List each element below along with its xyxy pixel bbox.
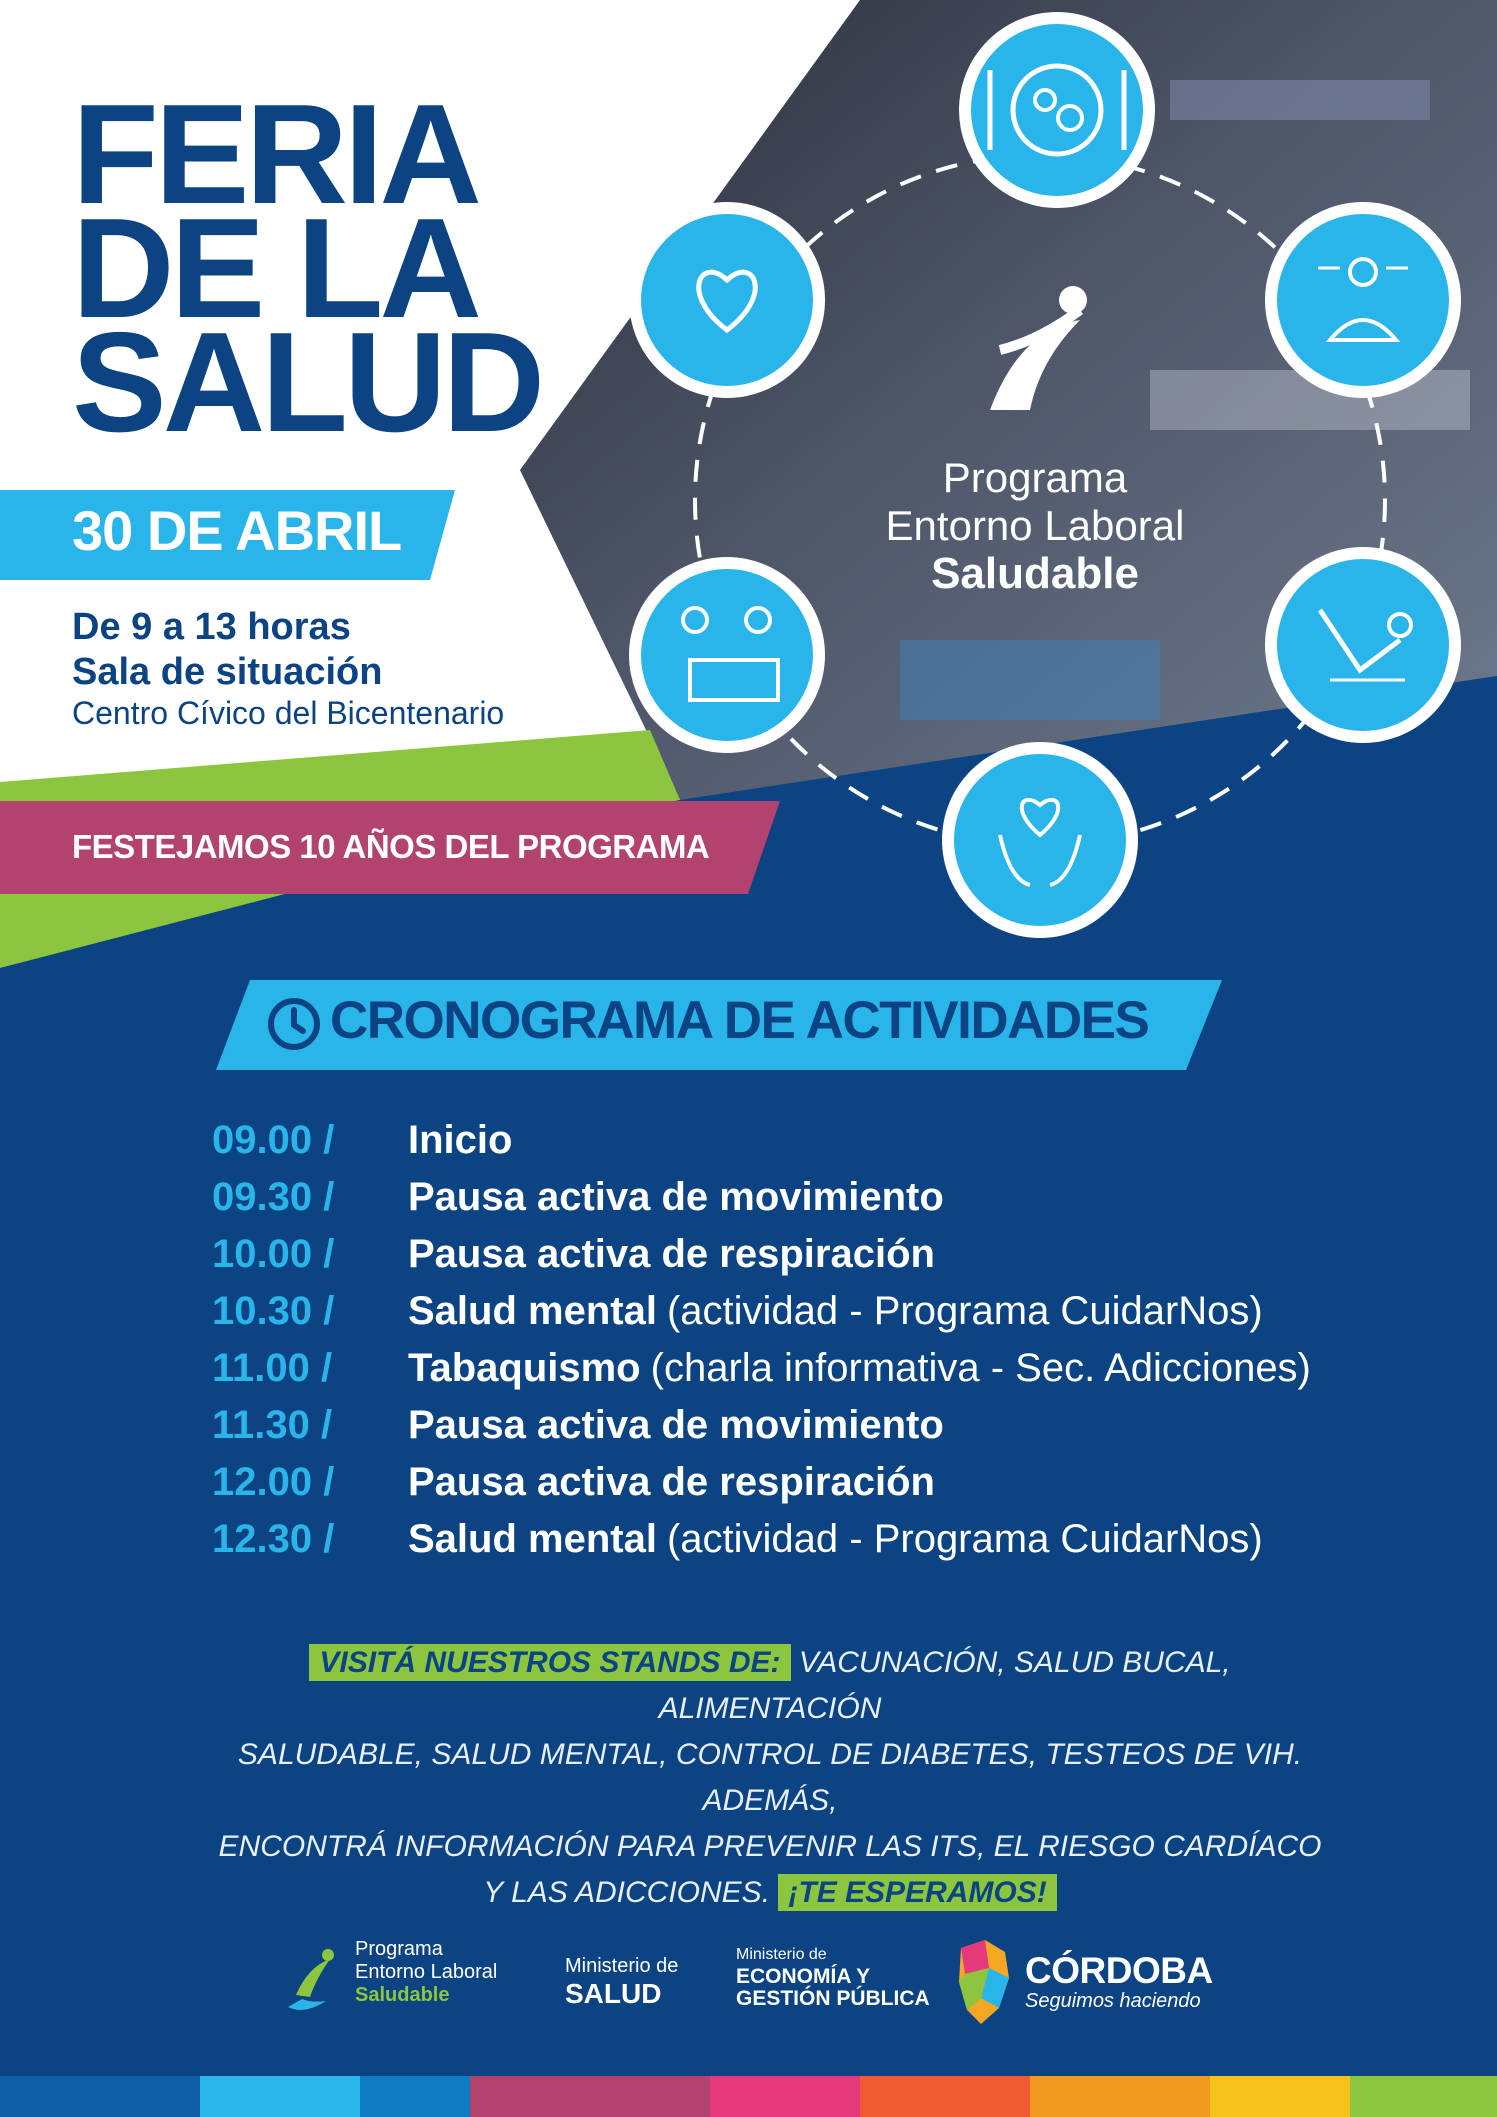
clock-icon — [265, 995, 323, 1053]
schedule-note: (actividad - Programa CuidarNos) — [666, 1517, 1263, 1561]
color-stripe — [1210, 2076, 1350, 2117]
schedule-activity: Pausa activa de respiración — [408, 1460, 935, 1504]
stands-closing: ¡TE ESPERAMOS! — [778, 1874, 1056, 1911]
celebration-text: FESTEJAMOS 10 AÑOS DEL PROGRAMA — [72, 828, 710, 865]
schedule-time: 09.00 / — [212, 1118, 335, 1162]
schedule-time: 10.00 / — [212, 1232, 335, 1276]
color-stripe — [0, 2076, 200, 2117]
schedule-note: (charla informativa - Sec. Adicciones) — [650, 1346, 1311, 1390]
schedule-row — [212, 1169, 1452, 1226]
doctor-consultation-icon — [629, 557, 825, 753]
schedule-time: 09.30 / — [212, 1175, 335, 1219]
ministry-health-line-1: Ministerio de — [565, 1955, 679, 1977]
cordoba-name: CÓRDOBA — [1025, 1950, 1213, 1991]
color-stripe — [470, 2076, 710, 2117]
schedule-activity: Salud mental — [408, 1289, 657, 1333]
heart-hand-icon — [629, 202, 825, 398]
program-line-1: Programa — [942, 454, 1128, 501]
schedule-activity: Pausa activa de respiración — [408, 1232, 935, 1276]
cordoba-slogan: Seguimos haciendo — [1025, 1990, 1201, 2012]
stands-line-2: SALUDABLE, SALUD MENTAL, CONTROL DE DIABETES, TESTEOS DE VIH. ADEMÁS, — [237, 1738, 1303, 1817]
title-line-3: SALUD — [72, 303, 542, 462]
care-hands-heart-icon — [942, 742, 1138, 938]
schedule-time: 11.00 / — [212, 1346, 333, 1390]
footer-ministry-health — [565, 1955, 678, 2010]
footer-program — [355, 1938, 497, 2007]
stands-line-3: ENCONTRÁ INFORMACIÓN PARA PREVENIR LAS ITS, EL RIESGO CARDÍACO — [218, 1830, 1322, 1863]
color-stripe — [200, 2076, 360, 2117]
schedule-list — [212, 1112, 1452, 1568]
stands-line-1: VACUNACIÓN, SALUD BUCAL, ALIMENTACIÓN — [658, 1646, 1231, 1725]
footer-program-line-3: Saludable — [355, 1984, 450, 2006]
schedule-activity: Pausa activa de movimiento — [408, 1403, 944, 1447]
yoga-stretch-icon — [1265, 547, 1461, 743]
schedule-activity: Inicio — [408, 1118, 513, 1162]
schedule-row — [212, 1397, 1452, 1454]
color-stripe — [1350, 2076, 1497, 2117]
event-date: 30 DE ABRIL — [72, 499, 402, 562]
cordoba-map-logo-icon — [955, 1938, 1013, 2026]
schedule-row — [212, 1226, 1452, 1283]
schedule-row — [212, 1283, 1452, 1340]
title-line-1: FERIA — [72, 75, 478, 234]
color-stripe — [710, 2076, 860, 2117]
nutrition-plate-icon — [959, 12, 1155, 208]
schedule-activity: Tabaquismo — [408, 1346, 641, 1390]
schedule-note: (actividad - Programa CuidarNos) — [666, 1289, 1263, 1333]
schedule-time: 12.00 / — [212, 1460, 335, 1504]
schedule-row — [212, 1454, 1452, 1511]
event-hours: De 9 a 13 horas — [72, 606, 351, 648]
program-line-2: Entorno Laboral — [885, 502, 1185, 549]
schedule-time: 11.30 / — [212, 1403, 333, 1447]
stands-highlight: VISITÁ NUESTROS STANDS DE: — [309, 1644, 790, 1681]
schedule-row — [212, 1340, 1452, 1397]
title-line-2: DE LA — [72, 189, 478, 348]
color-stripe — [360, 2076, 470, 2117]
schedule-time: 10.30 / — [212, 1289, 335, 1333]
stands-paragraph — [200, 1640, 1340, 1916]
ministry-economy-line-2: ECONOMÍA Y — [736, 1965, 871, 1988]
event-venue: Centro Cívico del Bicentenario — [72, 695, 505, 731]
footer-program-line-2: Entorno Laboral — [355, 1961, 498, 1983]
footer-program-line-1: Programa — [355, 1938, 443, 1960]
ministry-economy-line-1: Ministerio de — [736, 1946, 827, 1963]
schedule-activity: Pausa activa de movimiento — [408, 1175, 944, 1219]
schedule-activity: Salud mental — [408, 1517, 657, 1561]
meditation-icon — [1265, 202, 1461, 398]
footer-cordoba — [1025, 1950, 1213, 2013]
color-stripe — [860, 2076, 1030, 2117]
schedule-time: 12.30 / — [212, 1517, 335, 1561]
schedule-row — [212, 1112, 1452, 1169]
program-logo-figure — [990, 286, 1087, 410]
schedule-row — [212, 1511, 1452, 1568]
color-stripe — [1030, 2076, 1210, 2117]
event-room: Sala de situación — [72, 651, 383, 693]
ministry-economy-line-3: GESTIÓN PÚBLICA — [736, 1987, 930, 2010]
program-logo-text — [840, 454, 1230, 598]
ministry-health-line-2: SALUD — [565, 1978, 662, 2009]
program-footer-logo-icon — [282, 1945, 340, 2017]
stands-line-4: Y LAS ADICCIONES. — [483, 1876, 771, 1909]
footer-ministry-economy — [736, 1944, 930, 2010]
schedule-title: CRONOGRAMA DE ACTIVIDADES — [330, 991, 1149, 1050]
program-line-3: Saludable — [931, 549, 1139, 598]
event-title — [72, 75, 542, 462]
